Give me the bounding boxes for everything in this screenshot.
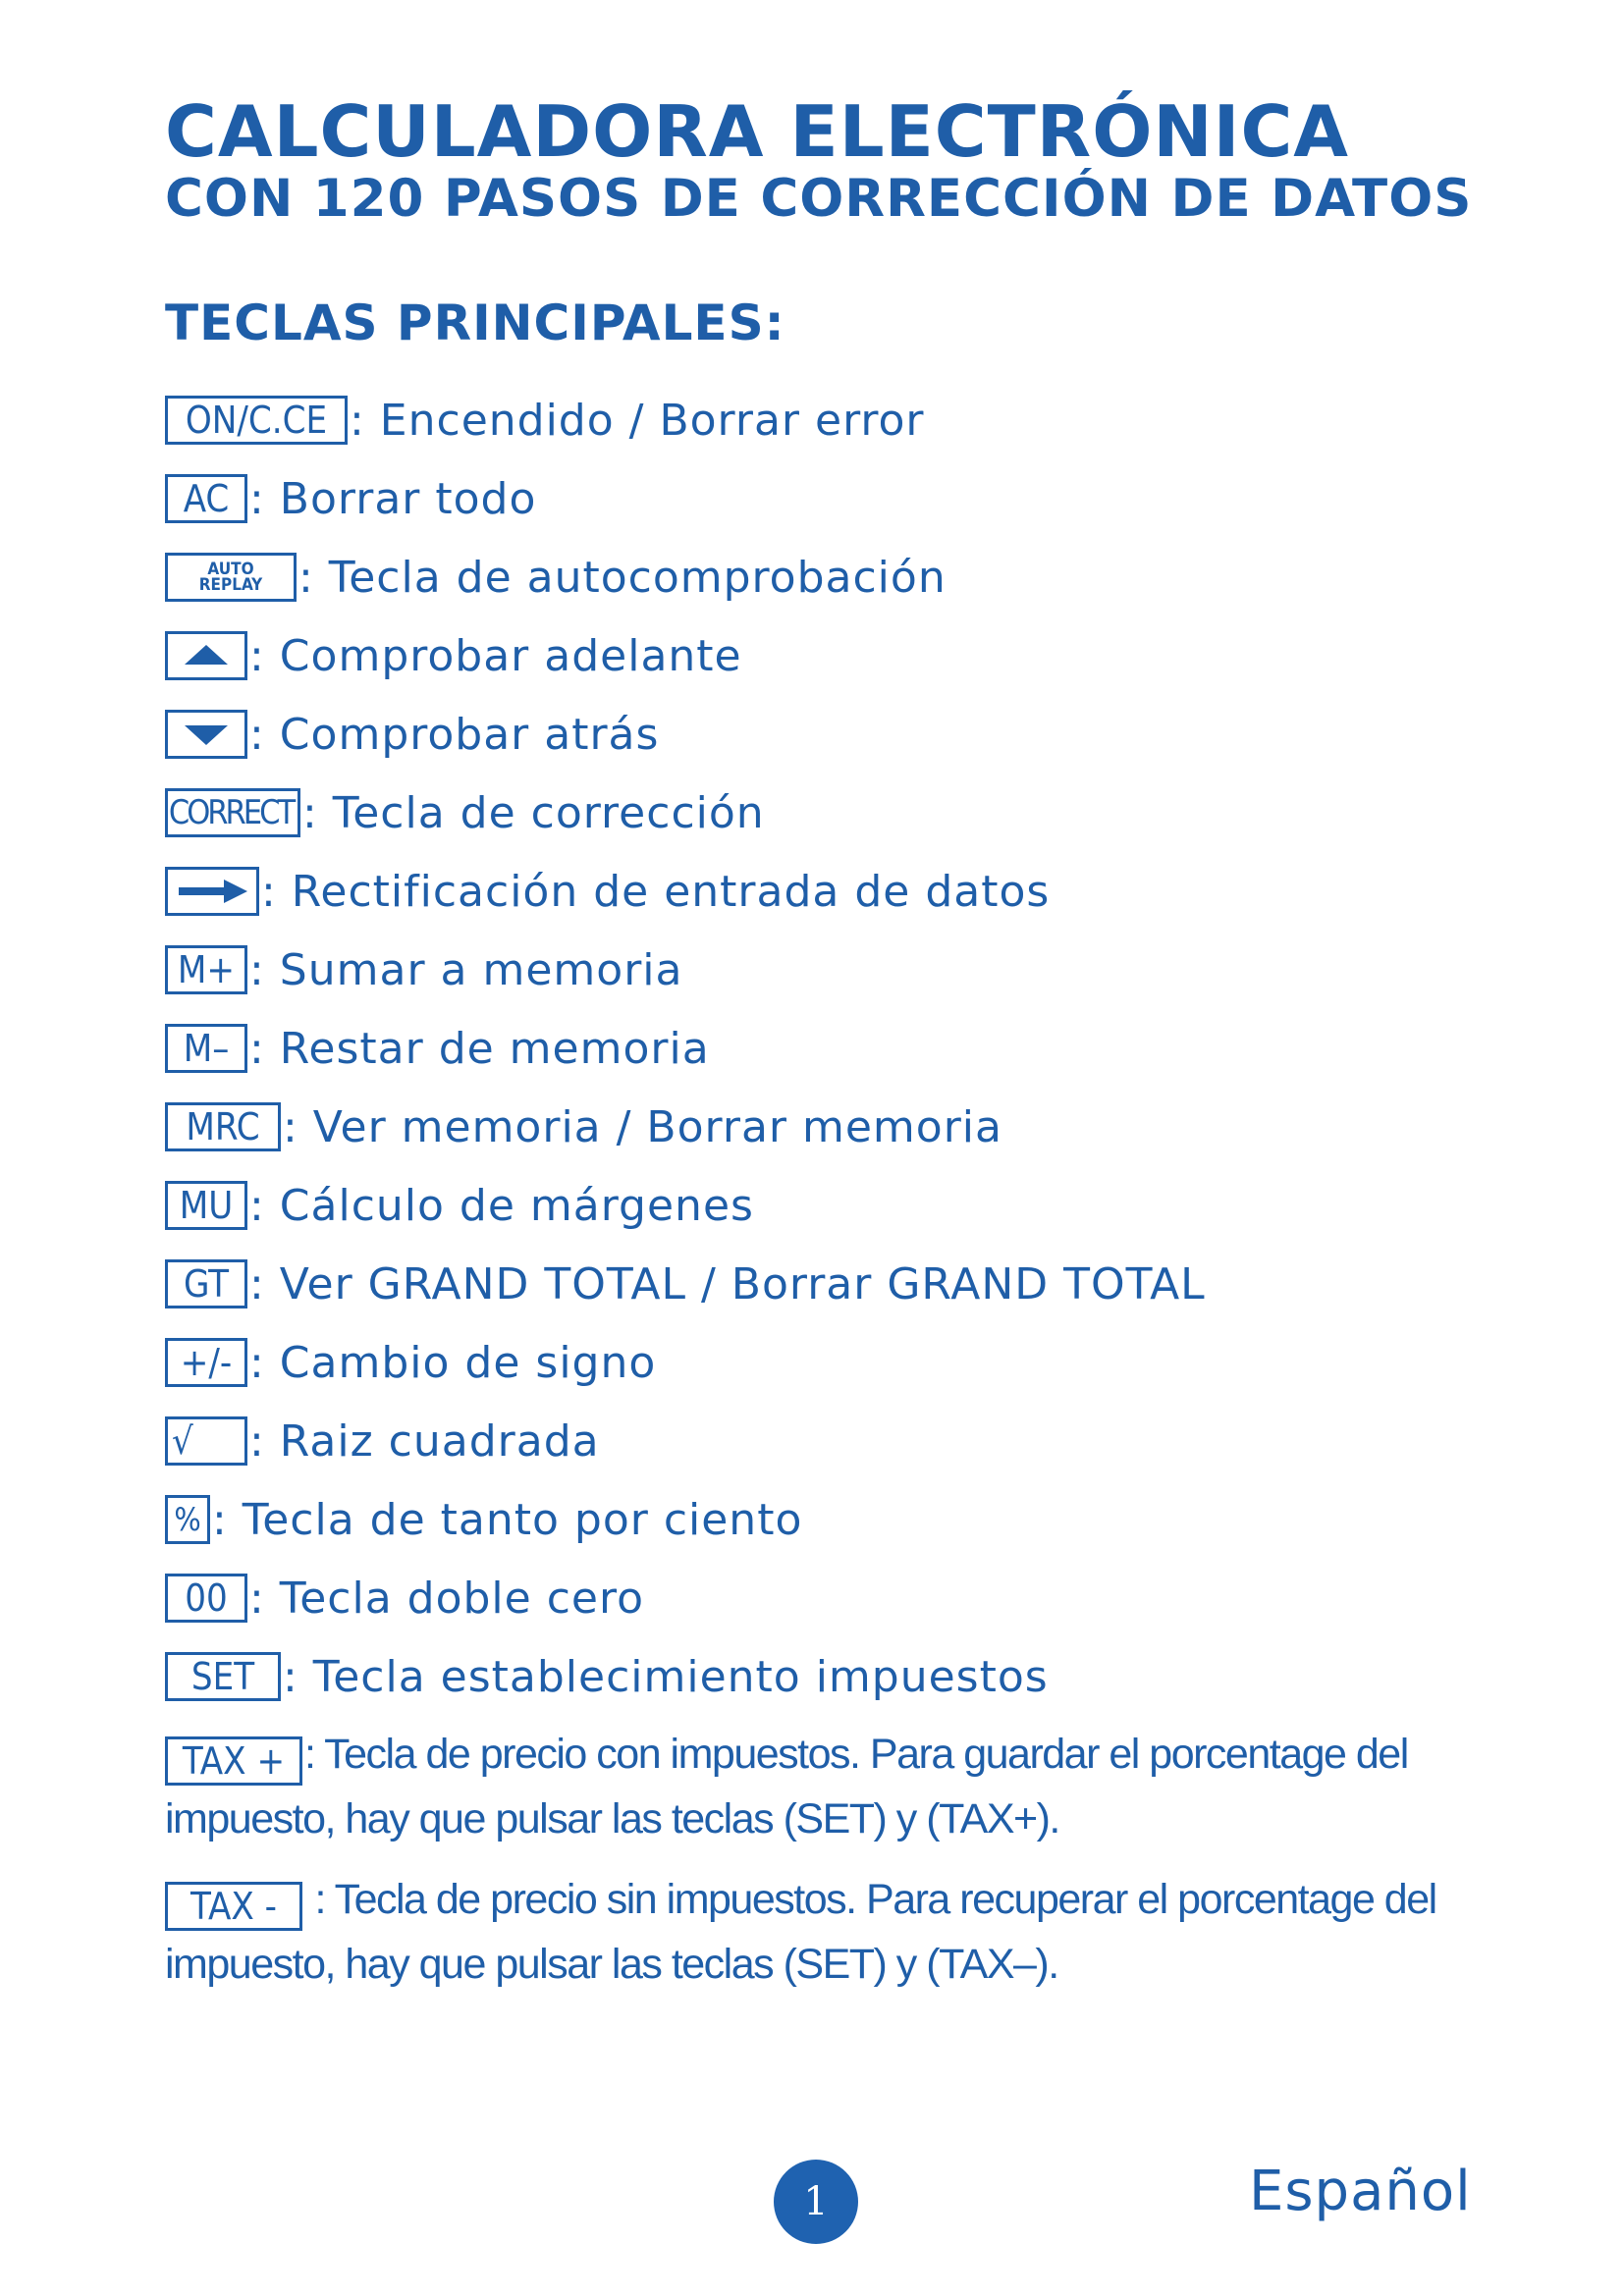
key-row-tax-plus <box>165 1716 1500 1851</box>
key-row-percent <box>165 1480 1500 1559</box>
key-m-minus: M– <box>165 1024 247 1073</box>
key-description: : Encendido / Borrar error <box>350 395 925 446</box>
key-row-m-minus <box>165 1009 1500 1088</box>
key-correct: CORRECT <box>165 788 300 837</box>
key-description: : Tecla de tanto por ciento <box>212 1494 803 1545</box>
key-row-m-plus <box>165 931 1500 1009</box>
up-arrow-icon <box>165 631 247 680</box>
key-replay-label: REPLAY <box>198 575 263 595</box>
key-row-double-zero <box>165 1559 1500 1637</box>
key-description: : Comprobar atrás <box>249 709 660 760</box>
document-title: CALCULADORA ELECTRÓNICA <box>165 90 1350 173</box>
key-row-rectification <box>165 852 1500 931</box>
document-subtitle: CON 120 PASOS DE CORRECCIÓN DE DATOS <box>165 169 1473 229</box>
key-ac: AC <box>165 474 247 523</box>
key-description: : Tecla doble cero <box>249 1573 645 1624</box>
key-double-zero: 00 <box>165 1574 247 1623</box>
key-description: : Cálculo de márgenes <box>249 1180 754 1231</box>
key-row-check-back <box>165 695 1500 774</box>
key-row-correct <box>165 774 1500 852</box>
key-m-plus: M+ <box>165 945 247 994</box>
down-arrow-icon <box>165 710 247 759</box>
key-row-on-c-ce <box>165 381 1500 459</box>
key-description: : Ver memoria / Borrar memoria <box>283 1101 1002 1152</box>
key-description: : Rectificación de entrada de datos <box>261 866 1051 917</box>
key-row-mu <box>165 1166 1500 1245</box>
key-set: SET <box>165 1652 281 1701</box>
key-description: : Sumar a memoria <box>249 944 683 995</box>
key-description: : Ver GRAND TOTAL / Borrar GRAND TOTAL <box>249 1258 1206 1309</box>
section-heading: TECLAS PRINCIPALES: <box>165 294 785 351</box>
language-label: Español <box>1249 2160 1472 2223</box>
key-description: : Restar de memoria <box>249 1023 710 1074</box>
key-row-gt <box>165 1245 1500 1323</box>
key-row-auto-replay <box>165 538 1500 616</box>
key-description: : Tecla establecimiento impuestos <box>283 1651 1049 1702</box>
key-description: : Tecla de autocomprobación <box>298 552 947 603</box>
key-row-square-root <box>165 1402 1500 1480</box>
key-description: : Comprobar adelante <box>249 630 742 681</box>
key-gt: GT <box>165 1259 247 1308</box>
key-auto-replay <box>165 553 297 602</box>
key-plus-minus: +/- <box>165 1338 247 1387</box>
page-number-badge: 1 <box>774 2160 858 2244</box>
key-row-set <box>165 1637 1500 1716</box>
key-mu: MU <box>165 1181 247 1230</box>
key-description: : Tecla de corrección <box>302 787 765 838</box>
key-description: : Tecla de precio sin impuestos. Para recuperar el porcentage del impuesto, hay que pulsar las teclas (SET) y (TAX–). <box>165 1876 1436 1988</box>
key-row-check-forward <box>165 616 1500 695</box>
key-percent: % <box>165 1495 210 1544</box>
key-description: : Raiz cuadrada <box>249 1415 600 1467</box>
key-tax-minus: TAX - <box>165 1882 302 1931</box>
key-row-mrc <box>165 1088 1500 1166</box>
key-list <box>165 381 1500 1997</box>
key-tax-plus: TAX + <box>165 1736 302 1786</box>
key-row-tax-minus <box>165 1861 1500 1997</box>
key-on-c-ce: ON/C.CE <box>165 396 348 445</box>
key-square-root: √ <box>165 1416 247 1466</box>
right-arrow-icon <box>165 867 259 916</box>
key-description: : Borrar todo <box>249 473 537 524</box>
key-description: : Cambio de signo <box>249 1337 657 1388</box>
key-row-ac <box>165 459 1500 538</box>
key-description: : Tecla de precio con impuestos. Para guardar el porcentage del impuesto, hay que pulsar las teclas (SET) y (TAX+). <box>165 1731 1408 1842</box>
key-auto-label: AUTO <box>207 560 254 579</box>
key-mrc: MRC <box>165 1102 281 1151</box>
key-row-sign-change <box>165 1323 1500 1402</box>
